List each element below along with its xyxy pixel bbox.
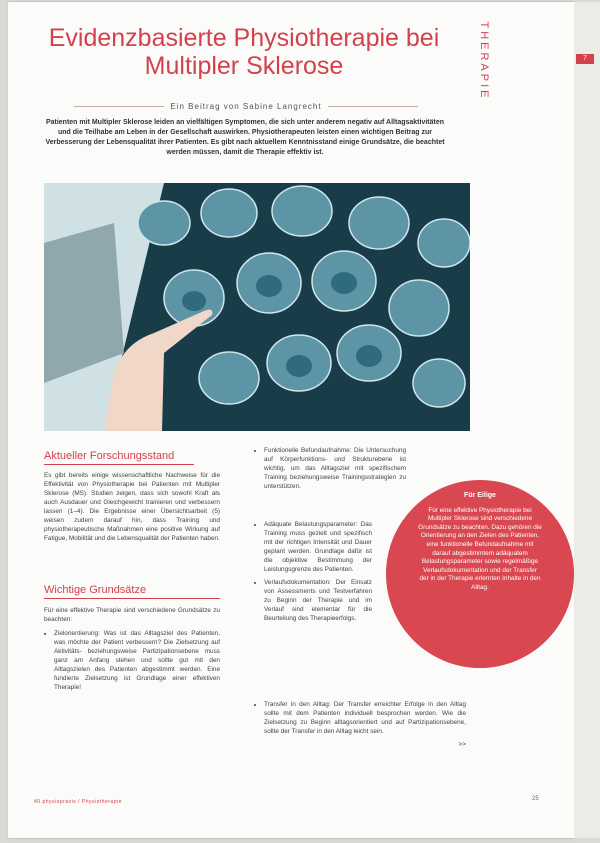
side-marker: 7 <box>576 54 594 64</box>
section-tab <box>470 18 492 104</box>
section-heading-research: Aktueller Forschungsstand <box>44 450 175 462</box>
list-item: • Transfer in den Alltag: Der Transfer erreichter Erfolge in den Alltag sollte mit dem Patienten individuell besprochen werden. Wie die Zielsetzung zu Beginn alltagsorientiert und auf Partizipationsebene, sollte der Transfer in den Alltag leicht sein. <box>264 700 466 736</box>
footer-publication: 40 physiopraxis / Physiotherapie <box>34 799 122 805</box>
list-item: • Funktionelle Befundaufnahme: Die Untersuchung auf Körperfunktions- und Strukturebene ist wichtig, um das Alltagsziel mit spezifischem Training beziehungsweise Trainingsstrategien zu unterstützen. <box>264 446 406 491</box>
section-heading-principles: Wichtige Grundsätze <box>44 584 147 596</box>
lead-paragraph: Patienten mit Multipler Sklerose leiden an vielfältigen Symptomen, die sich unter anderem negativ auf Alltagsaktivitäten und die Teilhabe am Leben in der Gesellschaft auswirken. Physiotherapeuten leisten einen wichtigen Beitrag zur Verbesserung der Lebensqualität ihrer Patienten. Es gibt nach aktuellem Kenntnisstand einige Grundsätze, die beachtet werden müssen, damit die Therapie effektiv ist. <box>45 119 445 156</box>
article-title: Evidenzbasierte Physiotherapie bei Multipler Sklerose <box>48 24 440 80</box>
principles-column <box>44 606 220 696</box>
list-item: • Verlaufsdokumentation: Der Einsatz von Assessments und Testverfahren zu Beginn der Therapie und im Verlauf sind elementar für die Beurteilung des Therapieerfolgs. <box>264 578 372 623</box>
mri-scans-illustration <box>44 183 470 431</box>
principles-column-2 <box>254 446 406 495</box>
principles-list-2b <box>254 520 372 623</box>
list-item: • Zielorientierung: Was ist das Alltagsziel des Patienten, was möchte der Patient verbessern? Die Zielsetzung auf Aktivitäts- beziehungsweise Partizipationsebene muss ganz am Anfang stehen und sollte gut mit den Alltagszielen des Patienten abgestimmt werden. Eine fundierte Zielsetzung ist Grundlage einer effektiven Therapie! <box>54 629 220 692</box>
principles-column-2b <box>254 520 372 627</box>
principles-list-2c <box>254 700 466 736</box>
research-column <box>44 471 220 548</box>
continue-marker: >> <box>458 741 466 748</box>
research-paragraph: Es gibt bereits einige wissenschaftliche Nachweise für die Effektivität von Physiotherapie bei Patienten mit Multipler Sklerose (MS). Studien zeigen, dass sich sowohl Kraft als auch Ausdauer und Gleichgewicht trainieren und verbessern lassen (1–4). Die Ergebnisse einer Übersichtsarbeit (5) weisen zudem darauf hin, dass Training und physiotherapeutische Maßnahmen eine positive Wirkung auf Fatigue, Mobilität und die Lebensqualität der Patienten haben. <box>44 472 220 542</box>
principles-column-2c <box>254 700 466 749</box>
principles-intro: Für eine effektive Therapie sind verschiedene Grundsätze zu beachten: <box>44 607 220 623</box>
heading-rule <box>44 598 220 599</box>
section-tab-label: THERAPIE <box>478 21 490 101</box>
callout-title: Für Eilige <box>464 492 496 499</box>
heading-rule <box>44 464 194 465</box>
facing-page-edge <box>574 2 600 838</box>
callout-text: Für eine effektive Physiotherapie bei Multipler Sklerose sind verschiedene Grundsätze zu beachten. Dazu gehören die Orientierung an den Zielen des Patienten, eine funktionelle Befundaufnahme mit darauf abgestimmtem adäquatem Belastungsparameter sowie regelmäßige Verlaufsdokumentation und der Transfer der in der Therapie erlernten Inhalte in den Alltag. <box>418 506 542 591</box>
principles-list-2 <box>254 446 406 491</box>
principles-list <box>44 629 220 692</box>
summary-callout <box>386 480 574 668</box>
mri-photo <box>44 183 470 431</box>
byline: Ein Beitrag von Sabine Langrecht <box>46 102 446 111</box>
list-item: • Adäquate Belastungsparameter: Das Training muss gezielt und spezifisch mit der richtigen Intensität und Dauer geplant werden. Grundlage dafür ist die objektive Bestimmung der Leistungsgrenze des Patienten. <box>264 520 372 574</box>
page-number: 25 <box>532 796 539 802</box>
